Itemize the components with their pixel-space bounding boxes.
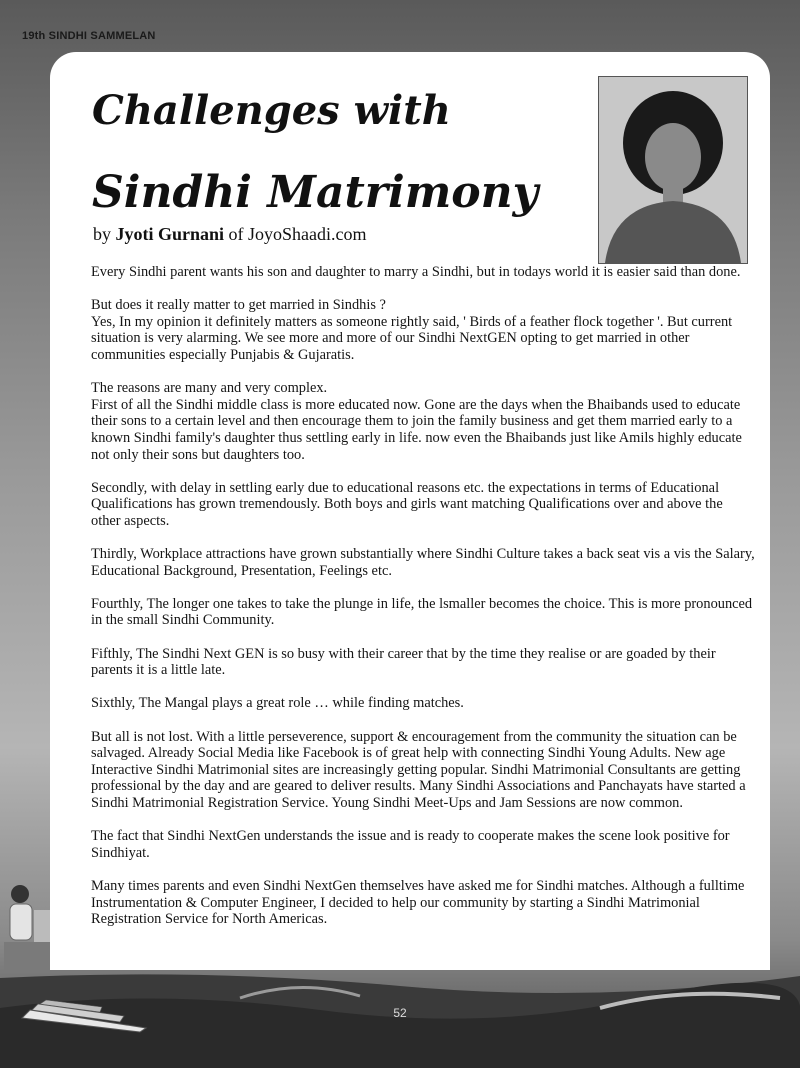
- paragraph: But does it really matter to get married in Sindhis ? Yes, In my opinion it definitely matters as someone rightly said, ' Birds of a feather flock together '. But current situation is very alarming. We see more and more of our Sindhi NextGEN opting to get married in other communities especially Punjabis & Gujaratis.: [91, 297, 733, 363]
- byline-suffix: of JoyoShaadi.com: [224, 224, 367, 244]
- author-name: Jyoti Gurnani: [115, 224, 225, 244]
- paragraph: The fact that Sindhi NextGen understands the issue and is ready to cooperate makes the scene look positive for Sindhiyat.: [91, 828, 730, 861]
- magazine-header: 19th SINDHI SAMMELAN: [22, 30, 156, 42]
- person-on-deck-image: [4, 880, 52, 970]
- byline-prefix: by: [93, 224, 116, 244]
- paragraph: Fourthly, The longer one takes to take the plunge in life, the lsmaller becomes the choice. This is more pronounced in the small Sindhi Community.: [91, 595, 753, 629]
- paragraph: Secondly, with delay in settling early due to educational reasons etc. the expectations in terms of Educational Qualifications has grown tremendously. Both boys and girls want matching Qualifications over and above the other aspects.: [91, 479, 723, 529]
- article-title: [92, 70, 562, 234]
- paragraph: Thirdly, Workplace attractions have grown substantially where Sindhi Culture takes a back seat vis a vis the Salary, Educational Background, Presentation, Feelings etc.: [91, 546, 755, 579]
- paragraph: Fifthly, The Sindhi Next GEN is so busy with their career that by the time they realise or are goaded by their parents it is a little late.: [91, 645, 716, 679]
- paragraph: Many times parents and even Sindhi NextGen themselves have asked me for Sindhi matches. Although a fulltime Instrumentation & Computer Engineer, I decided to help our community by starting a Sindhi Matrimonial Registration Service for North Americas.: [91, 877, 745, 928]
- paragraph: Sixthly, The Mangal plays a great role … while finding matches.: [91, 695, 464, 712]
- paragraph: But all is not lost. With a little perseverence, support & encouragement from the community the situation can be salvaged. Already Social Media like Facebook is of great help with connecting Sindhi Young Adults. New age Interactive Sindhi Matrimonial sites are increasingly getting popular. Sindhi Matrimonial Consultants are getting professional by the day and are geared to deliver results. Many Sindhi Associations and Panchayats have started a Sindhi Matrimonial Registration Service. Young Sindhi Meet-Ups and Jam Sessions are now common.: [91, 728, 746, 811]
- title-line-1: Challenges with: [92, 87, 451, 134]
- title-line-2: Sindhi Matrimony: [92, 167, 539, 218]
- page-number: 52: [393, 1006, 407, 1020]
- paragraph: Every Sindhi parent wants his son and daughter to marry a Sindhi, but in todays world it is easier said than done.: [91, 264, 741, 280]
- article-body: [91, 264, 755, 944]
- author-photo: [598, 76, 748, 264]
- byline: [93, 224, 367, 245]
- paragraph: The reasons are many and very complex. First of all the Sindhi middle class is more educated now. Gone are the days when the Bhaibands used to educate their sons to a certain level and then encourage them to join the family business and get them married early to a known Sindhi family's daughter thus settling early in life. now even the Bhaibands just like Amils highly educate not only their sons but daughters too.: [91, 380, 742, 463]
